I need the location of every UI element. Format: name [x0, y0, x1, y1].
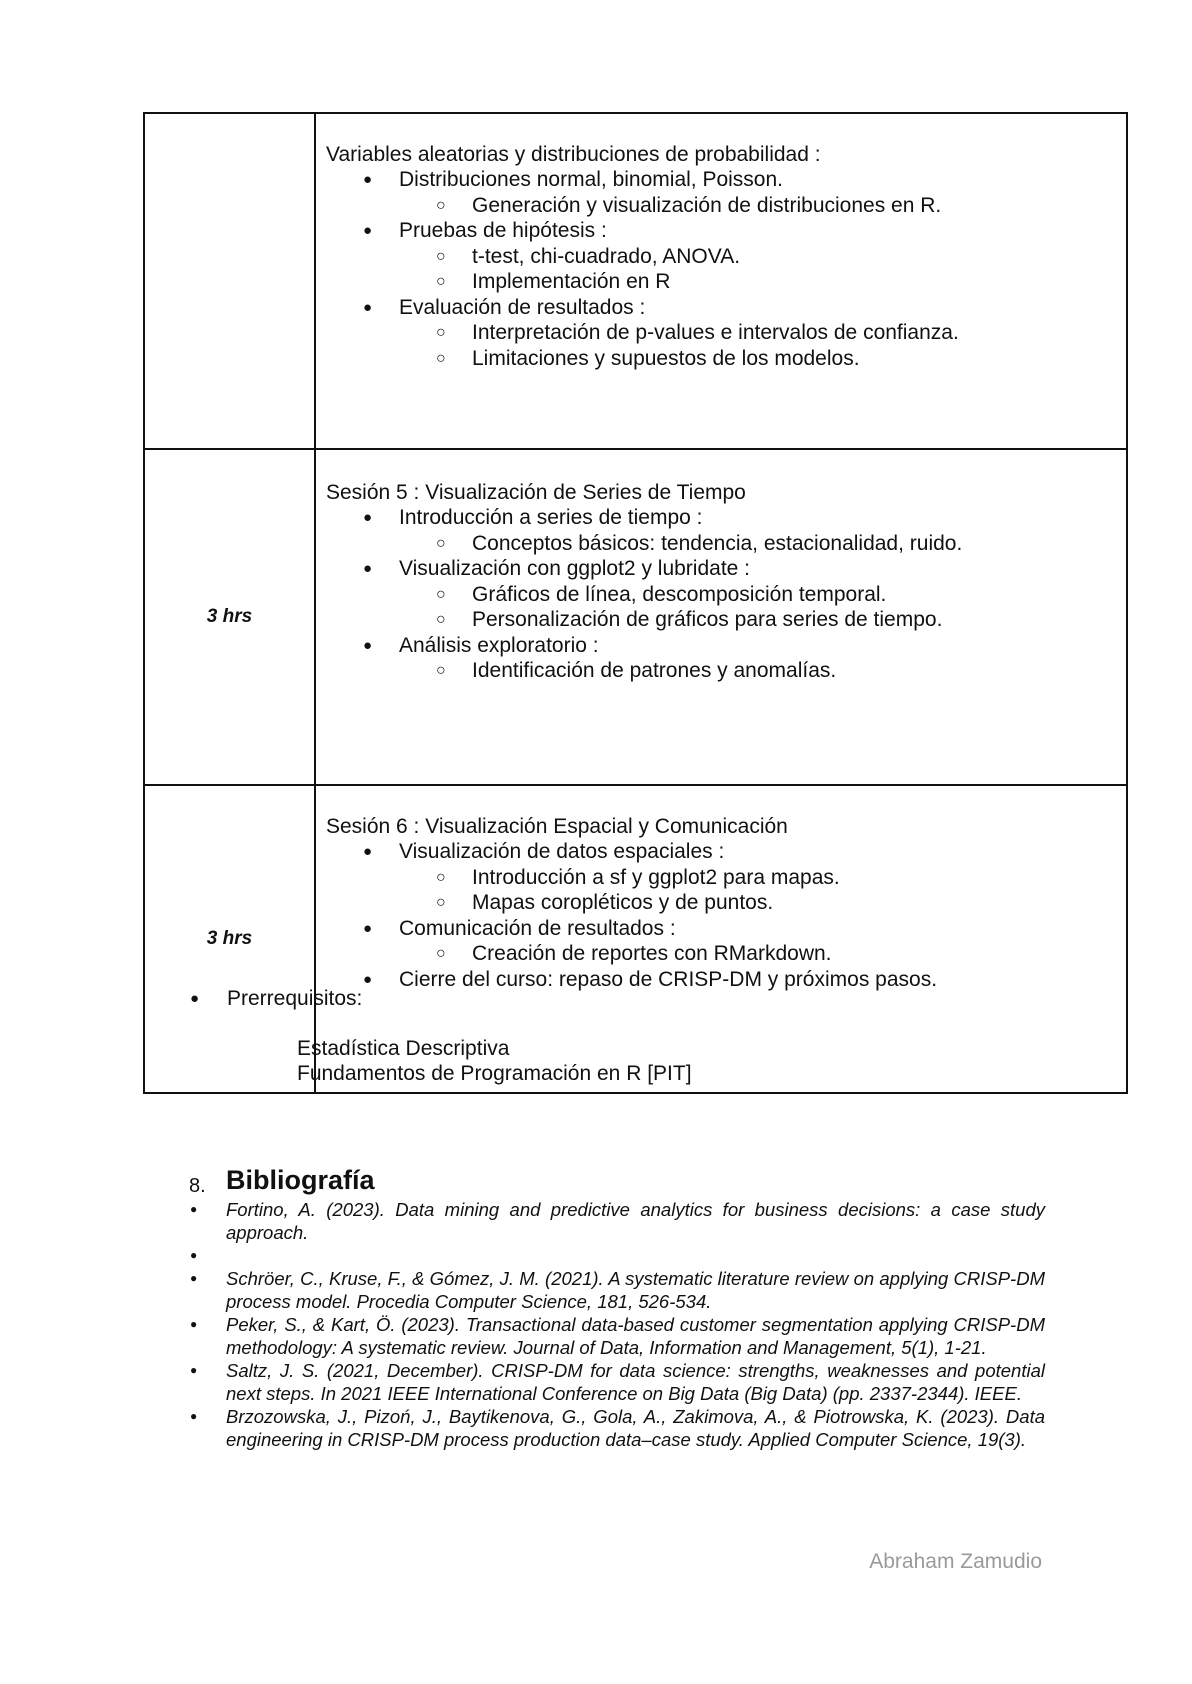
subtopic-item: ○ Conceptos básicos: tendencia, estacionalidad, ruido.: [399, 531, 1116, 557]
topic-item: [326, 505, 1116, 556]
prerequisite-item: Estadística Descriptiva: [297, 1037, 510, 1060]
subtopic-item: ○ Gráficos de línea, descomposición temporal.: [399, 582, 1116, 608]
schedule-row: [144, 449, 1127, 785]
reference-item: ● Schröer, C., Kruse, F., & Gómez, J. M. (2021). A systematic literature review on applying CRISP-DM process model. Procedia Computer Science, 181, 526-534.: [185, 1267, 1045, 1313]
topic-label: Visualización de datos espaciales :: [399, 840, 725, 863]
subtopic-list: [399, 941, 1116, 967]
topic-item: [326, 839, 1116, 916]
subtopic-item: ○ Limitaciones y supuestos de los modelos.: [399, 346, 1116, 372]
topic-list: [326, 505, 1116, 684]
reference-item: ● Saltz, J. S. (2021, December). CRISP-DM for data science: strengths, weaknesses and potential next steps. In 2021 IEEE International Conference on Big Data (Big Data) (pp. 2337-2344). IEEE.: [185, 1359, 1045, 1405]
topic-list: [326, 839, 1116, 992]
reference-item: ● Peker, S., & Kart, Ö. (2023). Transactional data-based customer segmentation applying CRISP-DM methodology: A systematic review. Journal of Data, Information and Management, 5(1), 1-21.: [185, 1313, 1045, 1359]
topic-label: Comunicación de resultados :: [399, 916, 676, 940]
subtopic-item: ○ Personalización de gráficos para series de tiempo.: [399, 607, 1116, 633]
session-title: Sesión 5 : Visualización de Series de Tiempo: [326, 481, 746, 504]
topic-label: Evaluación de resultados :: [399, 295, 646, 319]
prerequisite-item: Fundamentos de Programación en R [PIT]: [297, 1062, 692, 1085]
topic-label: Introducción a series de tiempo :: [399, 506, 703, 529]
subtopic-item: ○ Creación de reportes con RMarkdown.: [399, 941, 1116, 967]
topic-label: Visualización con ggplot2 y lubridate :: [399, 557, 751, 580]
session-title: Variables aleatorias y distribuciones de probabilidad :: [326, 143, 821, 166]
topic-item: [326, 916, 1116, 967]
topic-label: Análisis exploratorio :: [399, 633, 599, 657]
topic-list: [326, 167, 1116, 371]
reference-list: [185, 1198, 1045, 1451]
section-heading: Bibliografía: [226, 1165, 375, 1195]
reference-item: ● Fortino, A. (2023). Data mining and predictive analytics for business decisions: a case study approach.: [185, 1198, 1045, 1244]
subtopic-list: [399, 582, 1116, 633]
subtopic-item: ○ Interpretación de p-values e intervalos de confianza.: [399, 320, 1116, 346]
subtopic-list: [399, 193, 1116, 219]
session-title: Sesión 6 : Visualización Espacial y Comunicación: [326, 815, 788, 838]
section-number: 8.: [189, 1175, 206, 1197]
topic-item: [326, 218, 1116, 295]
subtopic-list: [399, 320, 1116, 371]
topic-label: Cierre del curso: repaso de CRISP-DM y próximos pasos.: [399, 967, 938, 991]
duration-cell: [144, 113, 315, 449]
duration-cell: 3 hrs: [144, 785, 315, 1093]
schedule-row: [144, 785, 1127, 1093]
subtopic-item: ○ Identificación de patrones y anomalías.: [399, 658, 1116, 684]
footer-author: Abraham Zamudio: [869, 1550, 1042, 1573]
topic-item: [326, 295, 1116, 372]
topic-label: Pruebas de hipótesis :: [399, 219, 607, 242]
course-schedule-table: [143, 112, 1128, 1094]
subtopic-list: [399, 244, 1116, 295]
topic-item: [326, 967, 1116, 993]
reference-item: ● Brzozowska, J., Pizoń, J., Baytikenova, G., Gola, A., Zakimova, A., & Piotrowska, K. (2023). Data engineering in CRISP-DM process production data–case study. Applied Computer Science, 19(3).: [185, 1405, 1045, 1451]
topic-item: [326, 633, 1116, 684]
subtopic-item: ○ Implementación en R: [399, 269, 1116, 295]
prerequisites-label: Prerrequisitos:: [227, 987, 363, 1010]
subtopic-item: ○ Mapas coropléticos y de puntos.: [399, 890, 1116, 916]
topic-label: Distribuciones normal, binomial, Poisson.: [399, 168, 783, 191]
subtopic-list: [399, 658, 1116, 684]
subtopic-list: [399, 531, 1116, 557]
topic-item: [326, 556, 1116, 633]
duration-cell: 3 hrs: [144, 449, 315, 785]
bullet-icon: ●: [190, 990, 200, 1007]
session-content-cell: [315, 449, 1127, 785]
reference-item: [185, 1244, 1045, 1267]
subtopic-item: ○ Generación y visualización de distribuciones en R.: [399, 193, 1116, 219]
topic-item: [326, 167, 1116, 218]
subtopic-item: ○ t-test, chi-cuadrado, ANOVA.: [399, 244, 1116, 270]
schedule-row: [144, 113, 1127, 449]
subtopic-item: ○ Introducción a sf y ggplot2 para mapas.: [399, 865, 1116, 891]
session-content-cell: [315, 113, 1127, 449]
subtopic-list: [399, 865, 1116, 916]
